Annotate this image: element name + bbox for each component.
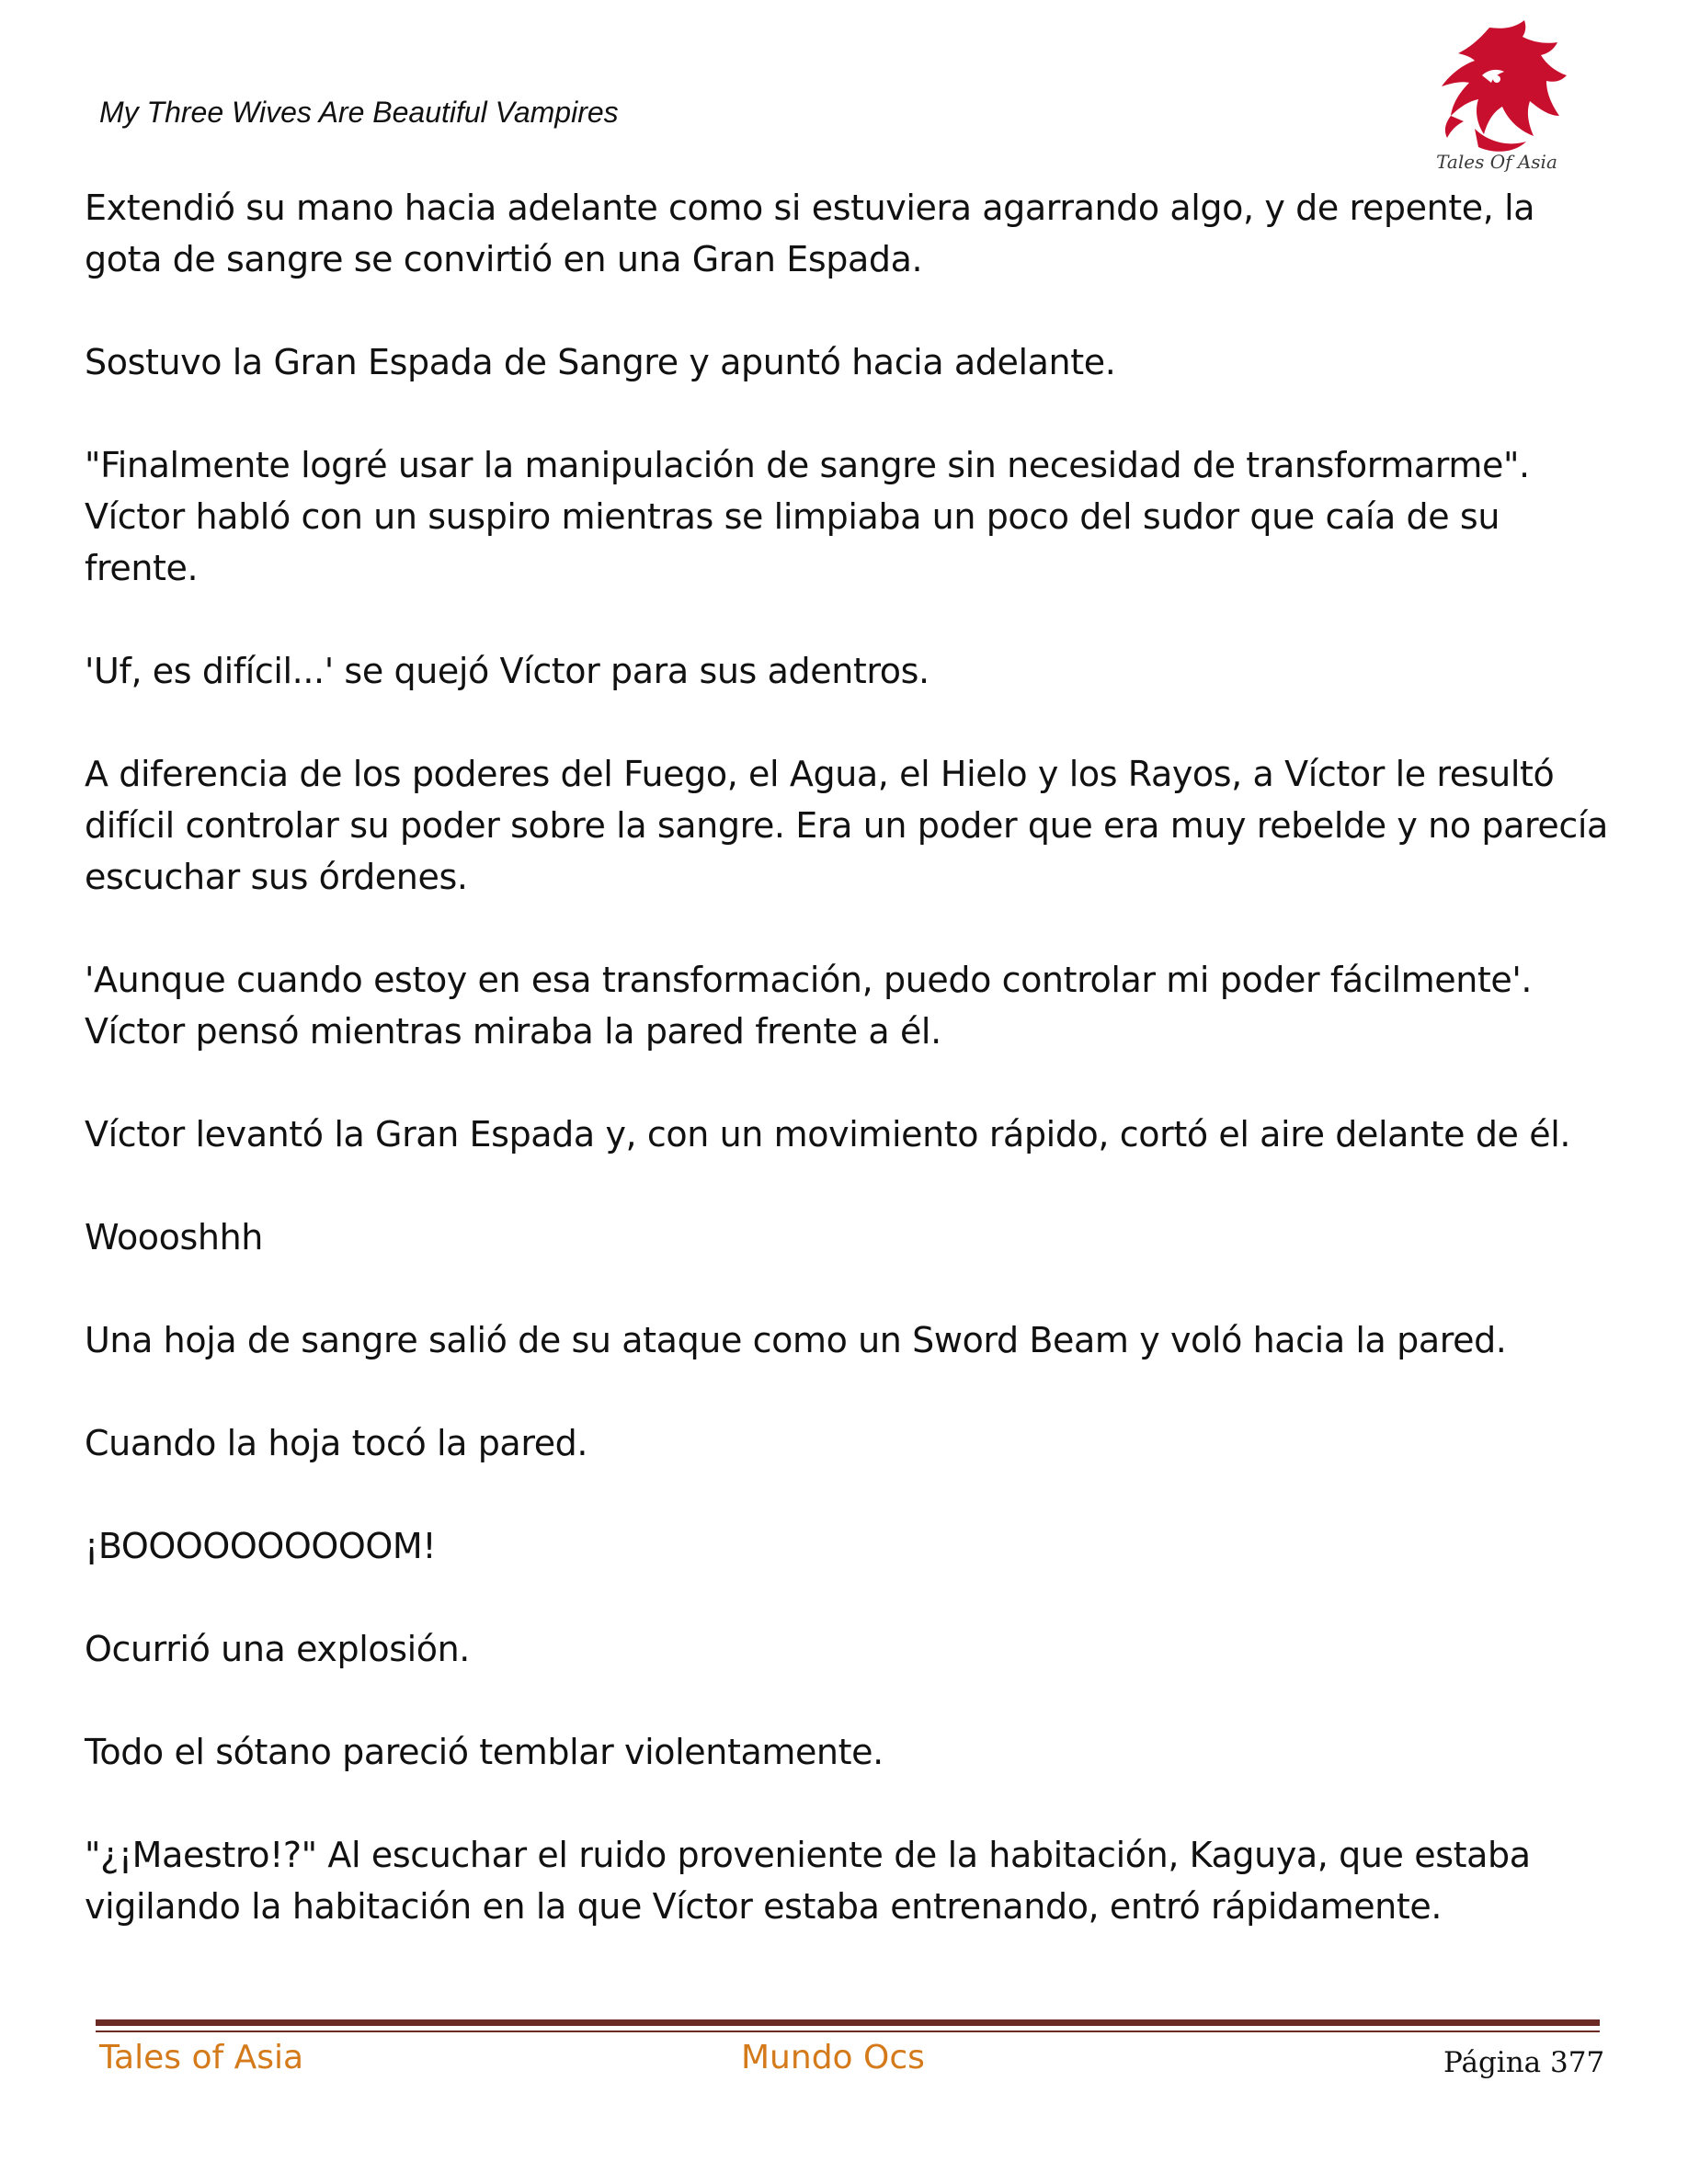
paragraph: Sostuvo la Gran Espada de Sangre y apuntó hacia adelante. (85, 342, 1116, 382)
paragraph: ¡BOOOOOOOOOOM! (85, 1526, 437, 1566)
logo-caption: Tales Of Asia (1436, 151, 1557, 173)
footer-divider (96, 2019, 1600, 2026)
paragraph: Extendió su mano hacia adelante como si estuviera agarrando algo, y de repente, la gota de sangre se convirtió en una Gran Espada. (85, 188, 1535, 279)
paragraph: Cuando la hoja tocó la pared. (85, 1423, 588, 1463)
paragraph: Víctor levantó la Gran Espada y, con un movimiento rápido, cortó el aire delante de él. (85, 1114, 1571, 1155)
chapter-body (85, 182, 1611, 1984)
page-number: Página 377 (1443, 2046, 1605, 2079)
paragraph: 'Aunque cuando estoy en esa transformación, puedo controlar mi poder fácilmente'. Víctor pensó mientras miraba la pared frente a él. (85, 960, 1533, 1052)
document-header-title: My Three Wives Are Beautiful Vampires (99, 96, 619, 129)
paragraph: Todo el sótano pareció temblar violentamente. (85, 1732, 884, 1772)
tales-of-asia-logo (1423, 20, 1570, 181)
footer-group-name: Mundo Ocs (741, 2039, 925, 2076)
footer-site-name: Tales of Asia (99, 2039, 304, 2076)
paragraph: Woooshhh (85, 1217, 263, 1257)
footer-divider-thin (96, 2030, 1600, 2032)
paragraph: A diferencia de los poderes del Fuego, el Agua, el Hielo y los Rayos, a Víctor le resultó difícil controlar su poder sobre la sangre. Era un poder que era muy rebelde y no parecía escuchar sus órdenes. (85, 754, 1608, 897)
paragraph: Una hoja de sangre salió de su ataque como un Sword Beam y voló hacia la pared. (85, 1320, 1507, 1360)
paragraph: "Finalmente logré usar la manipulación de sangre sin necesidad de transformarme". Víctor habló con un suspiro mientras se limpiaba un poco del sudor que caía de su frente. (85, 445, 1530, 588)
paragraph: 'Uf, es difícil...' se quejó Víctor para sus adentros. (85, 651, 930, 691)
paragraph: "¿¡Maestro!?" Al escuchar el ruido proveniente de la habitación, Kaguya, que estaba vigilando la habitación en la que Víctor estaba entrenando, entró rápidamente. (85, 1835, 1531, 1927)
paragraph: Ocurrió una explosión. (85, 1629, 470, 1669)
